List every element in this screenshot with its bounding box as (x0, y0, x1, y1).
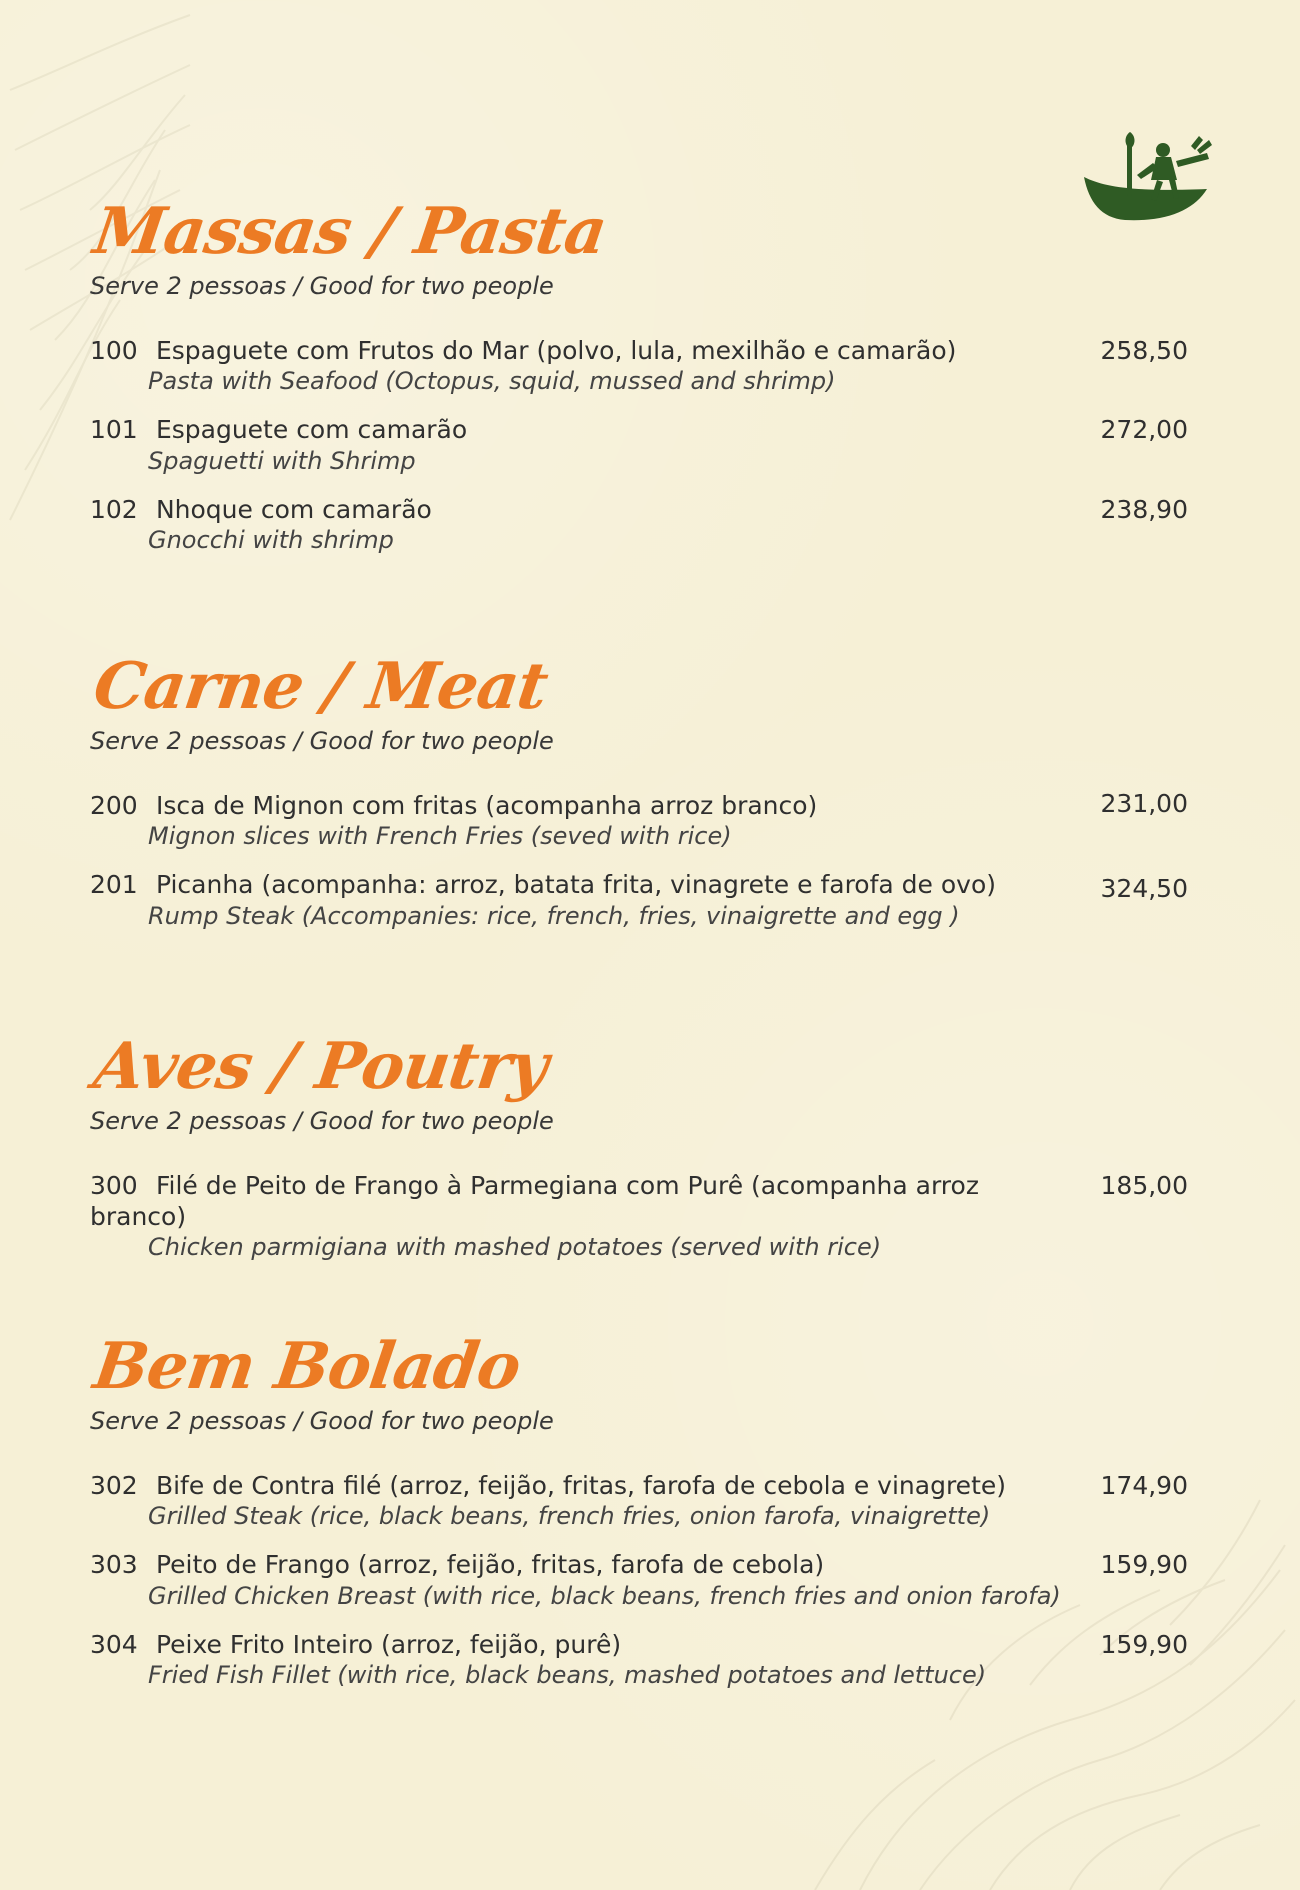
menu-section-poultry (89, 1029, 1220, 1281)
menu-item-main (90, 1549, 1220, 1580)
menu-items (90, 335, 1220, 556)
item-name: Bife de Contra filé (arroz, feijão, fritas, farofa de cebola e vinagrete) (155, 1470, 1007, 1500)
item-code: 102 (90, 494, 138, 524)
section-subtitle: Serve 2 pessoas / Good for two people (90, 272, 554, 300)
menu-item-main (90, 869, 1220, 904)
item-price: 272,00 (1100, 415, 1188, 445)
item-price: 174,90 (1100, 1470, 1188, 1500)
item-price: 231,00 (1100, 788, 1188, 818)
item-price: 159,90 (1100, 1550, 1188, 1580)
menu-item-main (90, 1170, 1220, 1233)
menu-item (90, 790, 1220, 852)
item-code: 300 (90, 1170, 138, 1200)
menu-item-main (90, 414, 1220, 445)
section-title: Massas / Pasta (89, 194, 611, 269)
item-description: Grilled Steak (rice, black beans, french fries, onion farofa, vinaigrette) (148, 1502, 991, 1531)
item-code: 101 (90, 415, 138, 445)
menu-section-meat (89, 649, 1220, 949)
item-code: 304 (90, 1629, 138, 1659)
item-name: Filé de Peito de Frango à Parmegiana com Purê (acompanha arroz branco) (90, 1170, 979, 1232)
section-title: Carne / Meat (89, 649, 552, 724)
menu-item-main (90, 494, 1220, 525)
menu-section-bem-bolado (89, 1329, 1220, 1708)
menu-item (90, 335, 1220, 397)
menu-item (90, 494, 1220, 556)
item-name: Picanha (acompanha: arroz, batata frita, vinagrete e farofa de ovo) (155, 870, 996, 900)
item-description: Grilled Chicken Breast (with rice, black beans, french fries and onion farofa) (148, 1581, 1061, 1610)
menu-item (90, 869, 1220, 931)
menu-section-pasta (89, 194, 1220, 573)
item-name: Nhoque com camarão (155, 494, 432, 524)
menu-item (90, 1629, 1220, 1691)
menu-item-main (90, 1470, 1220, 1501)
menu-item-main (90, 1629, 1220, 1660)
item-name: Peixe Frito Inteiro (arroz, feijão, purê) (155, 1629, 622, 1659)
item-name: Espaguete com camarão (155, 415, 468, 445)
item-name: Espaguete com Frutos do Mar (polvo, lula, mexilhão e camarão) (155, 335, 957, 365)
item-description: Rump Steak (Accompanies: rice, french, fries, vinaigrette and egg ) (148, 901, 960, 930)
item-name: Peito de Frango (arroz, feijão, fritas, farofa de cebola) (155, 1550, 825, 1580)
menu-item-main (90, 335, 1220, 366)
menu-items (90, 790, 1220, 931)
menu-item (90, 1470, 1220, 1532)
item-price: 238,90 (1100, 494, 1188, 524)
menu-item (90, 1549, 1220, 1611)
item-description: Gnocchi with shrimp (148, 526, 394, 555)
section-subtitle: Serve 2 pessoas / Good for two people (90, 1107, 554, 1135)
item-price: 258,50 (1100, 335, 1188, 365)
item-description: Mignon slices with French Fries (seved with rice) (148, 822, 732, 851)
section-subtitle: Serve 2 pessoas / Good for two people (90, 1407, 554, 1435)
item-description: Spaguetti with Shrimp (148, 446, 416, 475)
item-description: Chicken parmigiana with mashed potatoes (served with rice) (148, 1233, 882, 1262)
item-price: 159,90 (1100, 1629, 1188, 1659)
item-description: Fried Fish Fillet (with rice, black beans, mashed potatoes and lettuce) (148, 1661, 987, 1690)
item-code: 100 (90, 335, 138, 365)
section-title: Bem Bolado (89, 1329, 525, 1404)
item-code: 201 (90, 870, 138, 900)
item-code: 302 (90, 1470, 138, 1500)
menu-items (90, 1470, 1220, 1691)
item-code: 303 (90, 1550, 138, 1580)
menu-item-main (90, 790, 1220, 821)
menu-items (90, 1170, 1220, 1263)
menu-item (90, 1170, 1220, 1263)
item-price: 324,50 (1100, 874, 1188, 904)
section-title: Aves / Poutry (89, 1029, 552, 1104)
item-name: Isca de Mignon com fritas (acompanha arroz branco) (155, 790, 818, 820)
section-subtitle: Serve 2 pessoas / Good for two people (90, 727, 554, 755)
item-code: 200 (90, 790, 138, 820)
item-price: 185,00 (1100, 1170, 1188, 1200)
item-description: Pasta with Seafood (Octopus, squid, mussed and shrimp) (148, 367, 836, 396)
menu-item (90, 414, 1220, 476)
